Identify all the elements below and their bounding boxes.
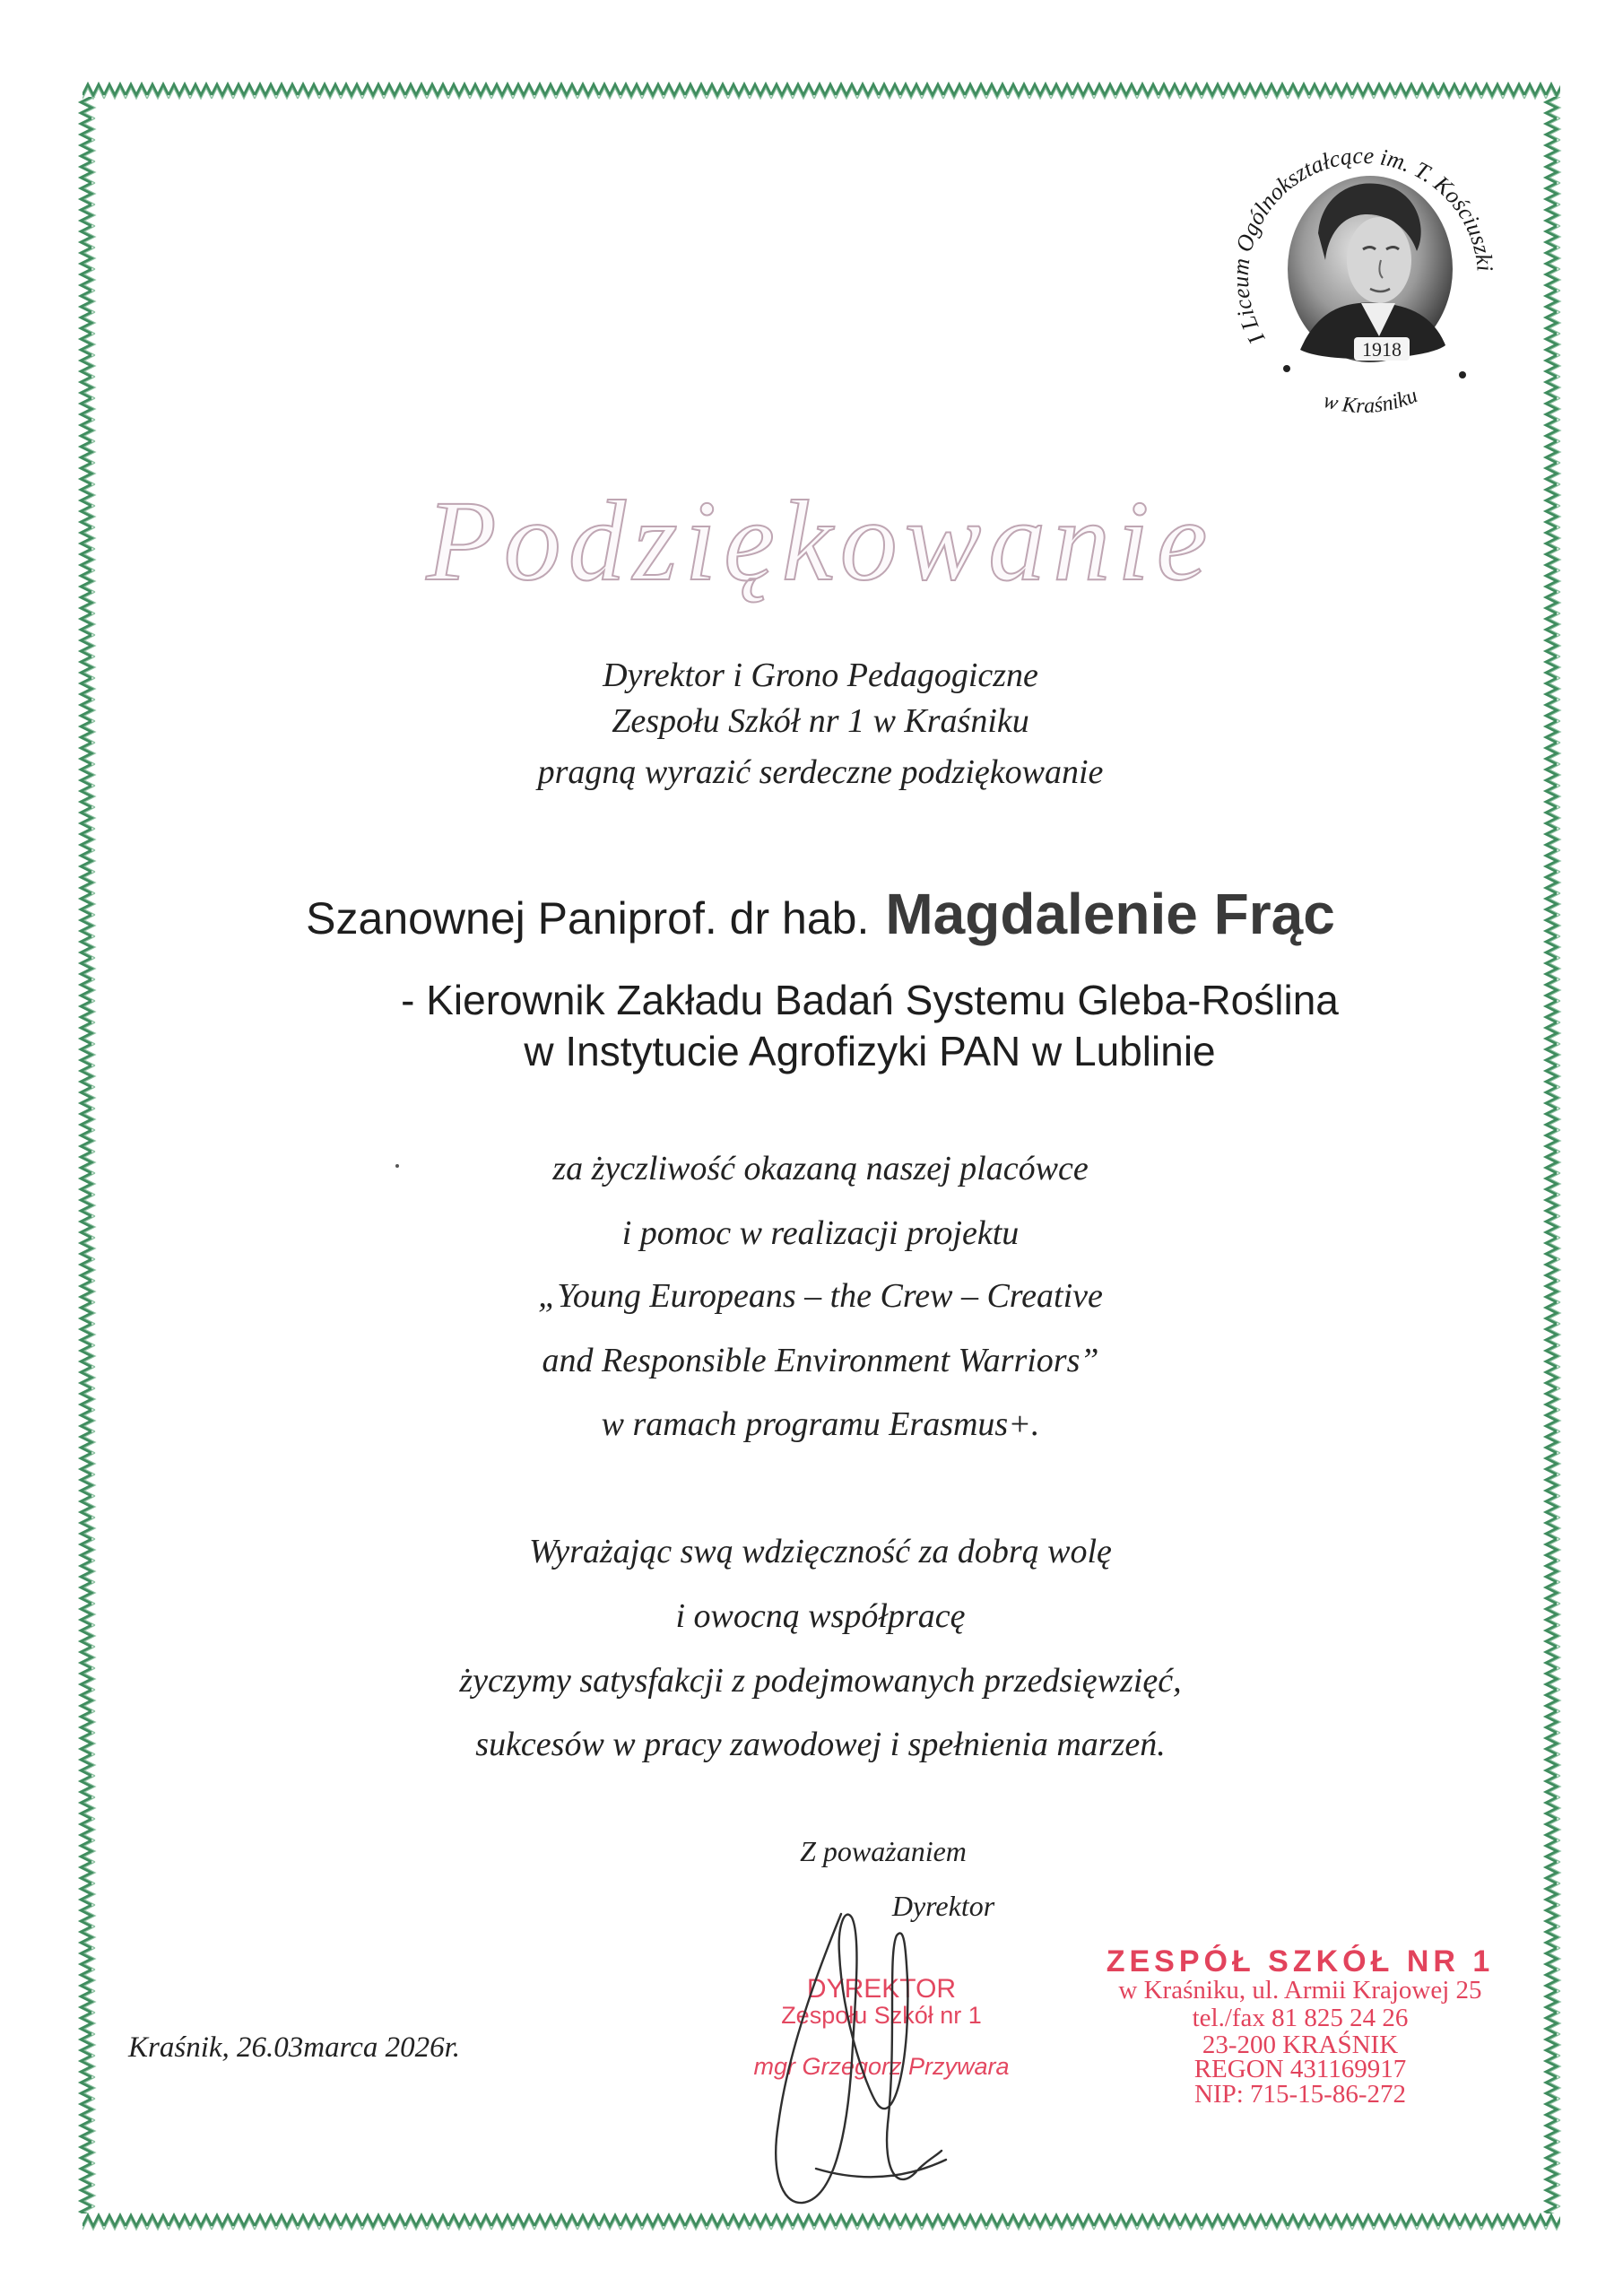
signatory-title: Dyrektor [891,1890,995,1922]
place-date: Kraśnik, 26.03marca 2026r. [128,2031,461,2064]
director-stamp-line-2: Zespołu Szkół nr 1 [781,2002,982,2029]
border-left [75,97,97,2213]
recipient-role-line-2: w Instytucie Agrofizyki PAN w Lublinie [524,1028,1216,1074]
school-stamp-line-5: REGON 431169917 [1193,2055,1407,2083]
reason-line-2: i pomoc w realizacji projektu [621,1214,1020,1252]
seal-ring-text: I Liceum Ogólnokształcące im. T. Kościuszki [1227,142,1498,349]
wishes-line-2: i owocną współpracę [675,1597,966,1635]
wishes-line-1: Wyrażając swą wdzięczność za dobrą wolę [529,1533,1112,1570]
reason-line-5: w ramach programu Erasmus+. [601,1405,1040,1443]
seal-dot [1283,365,1290,372]
border-right [1541,97,1562,2213]
seal-dot [1459,371,1466,378]
school-stamp-line-3: tel./fax 81 825 24 26 [1192,2004,1409,2032]
recipient-salutation: Szanownej Paniprof. dr hab. [306,893,870,944]
recipient-name: Magdalenie Frąc [885,882,1335,946]
closing-text: Z poważaniem [800,1835,967,1867]
school-stamp-line-6: NIP: 715-15-86-272 [1193,2080,1406,2109]
header-line-3: pragną wyrazić serdeczne podziękowanie [537,753,1104,791]
school-stamp-line-4: 23-200 KRAŚNIK [1202,2031,1399,2059]
school-seal [1211,126,1515,430]
document-title: Podziękowanie [426,477,1215,604]
handwritten-signature [762,1900,968,2222]
reason-line-1: za życzliwość okazaną naszej placówce [552,1150,1089,1187]
header-line-2: Zespołu Szkół nr 1 w Kraśniku [612,702,1029,740]
reason-line-4: and Responsible Environment Warriors” [542,1342,1099,1379]
reason-line-3: „Young Europeans – the Crew – Creative [538,1277,1103,1315]
school-stamp-line-1: ZESPÓŁ SZKÓŁ NR 1 [1106,1944,1495,1979]
header-line-1: Dyrektor i Grono Pedagogiczne [603,657,1038,694]
director-stamp-line-3: mgr Grzegorz Przywara [753,2053,1010,2080]
wishes-line-4: sukcesów w pracy zawodowej i spełnienia marzeń. [475,1726,1166,1763]
recipient-role-line-1: - Kierownik Zakładu Badań Systemu Gleba-Roślina [401,977,1339,1023]
border-top [82,79,1560,100]
seal-bottom-text: w Kraśniku [1321,384,1421,419]
portrait-image [1288,176,1453,362]
school-stamp-line-2: w Kraśniku, ul. Armii Krajowej 25 [1118,1976,1482,2005]
director-stamp-line-1: DYREKTOR [806,1974,957,2004]
seal-year: 1918 [1362,338,1402,361]
recipient-line [99,878,1542,950]
wishes-line-3: życzymy satysfakcji z podejmowanych przedsięwzięć, [459,1662,1182,1700]
